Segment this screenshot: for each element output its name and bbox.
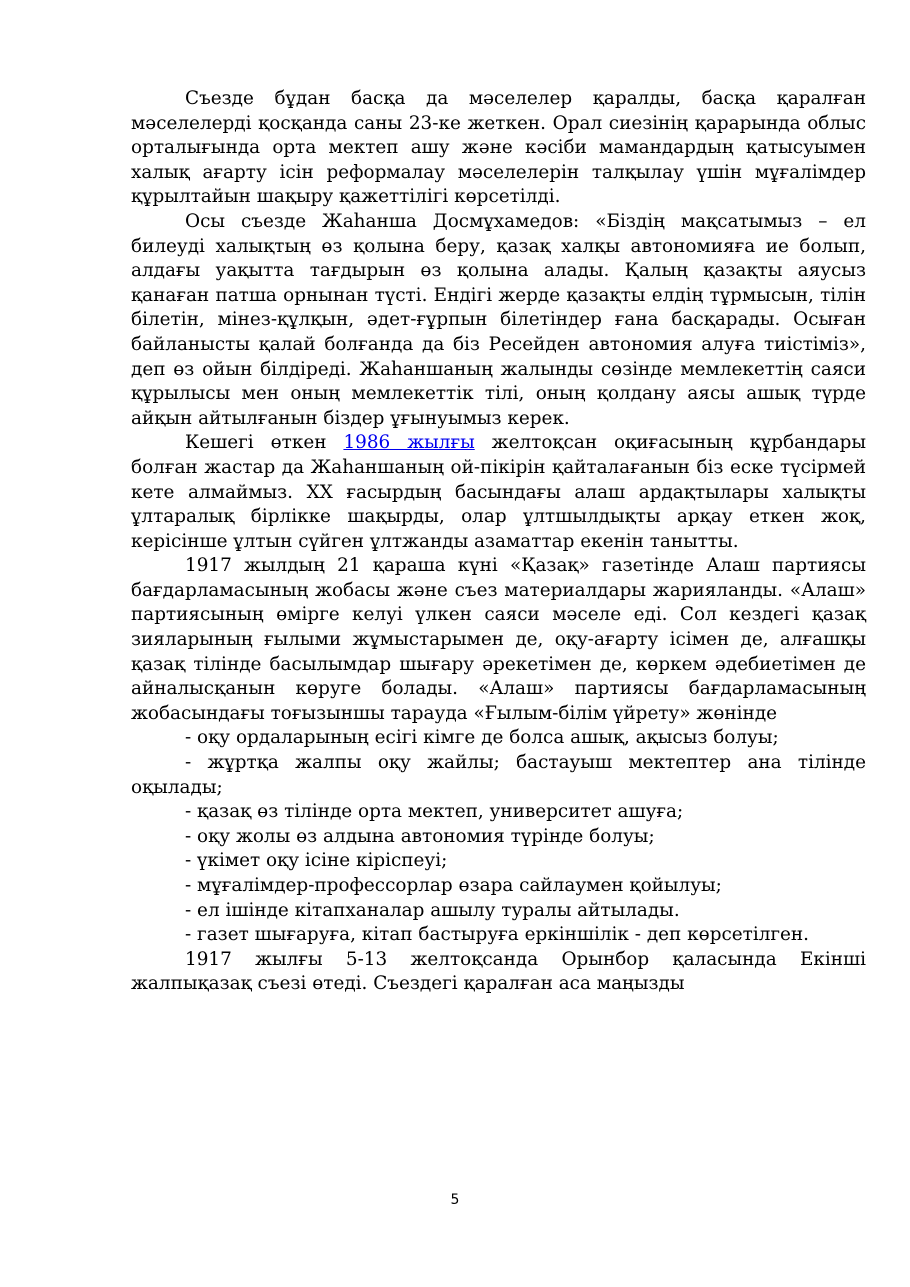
paragraph-3-rest: желтоқсан оқиғасының құрбандары болған жастар да Жаһаншаның ой-пікірін қайталағанын біз еске түсірмей кете алмаймыз. XX ғасырдың басындағы алаш ардақтылары халықты ұлтаралық бірлікке шақырды, олар ұлтшылдықты арқау еткен жоқ, керісінше ұлтын сүйген ұлтжанды азаматтар екенін танытты.	[131, 432, 866, 552]
list-item: - жұртқа жалпы оқу жайлы; бастауыш мектептер ана тілінде оқылады;	[131, 752, 866, 798]
list-item: - газет шығаруға, кітап бастыруға еркіншілік - деп көрсетілген.	[185, 924, 810, 946]
list-item: - ел ішінде кітапханалар ашылу туралы айтылады.	[185, 899, 680, 921]
paragraph-1: Съезде бұдан басқа да мәселелер қаралды, басқа қаралған мәселелерді қосқанда саны 23-ке жеткен. Орал сиезінің қарарында облыс орталығында орта мектеп ашу және кәсіби мамандардың қатысуымен халық ағарту ісін реформалау мәселелерін талқылау үшін мұғалімдер құрылтайын шақыру қажеттілігі көрсетілді.	[131, 88, 866, 208]
page-number: 5	[450, 1192, 460, 1208]
page-body	[131, 87, 866, 997]
list-item: - оқу ордаларының есігі кімге де болса ашық, ақысыз болуы;	[185, 727, 779, 749]
paragraph-3	[131, 431, 866, 554]
year-1986-link[interactable]: 1986 жылғы	[343, 432, 475, 454]
list-item: - үкімет оқу ісіне кіріспеуі;	[185, 850, 448, 872]
paragraph-last: 1917 жылғы 5-13 желтоқсанда Орынбор қаласында Екінші жалпықазақ съезі өтеді. Съездегі қаралған аса маңызды	[131, 948, 866, 995]
list-item: - мұғалімдер-профессорлар өзара сайлаумен қойылуы;	[185, 875, 722, 896]
paragraph-2: Осы съезде Жаһанша Досмұхамедов: «Біздің мақсатымыз – ел билеуді халықтың өз қолына беру, қазақ халқы автономияға ие болып, алдағы уақытта тағдырын өз қолына алады. Қалың қазақты аяусыз қанаған патша орнынан түсті. Ендігі жерде қазақты елдің тұрмысын, тілін білетін, мінез-құлқын, әдет-ғұрпын білетіндер ғана басқарады. Осыған байланысты қалай болғанда да біз Ресейден автономия алуға тиістіміз», деп өз ойын білдіреді. Жаһаншаның жалынды сөзінде мемлекеттің саяси құрылысы мен оның мемлекеттік тілі, оның қолдану аясы ашық түрде айқын айтылғанын біздер ұғынуымыз керек.	[131, 210, 866, 429]
list-item: - оқу жолы өз алдына автономия түрінде болуы;	[185, 825, 655, 847]
paragraph-3-lead: Кешегі өткен	[185, 432, 344, 454]
list-item: - қазақ өз тілінде орта мектеп, университет ашуға;	[185, 801, 684, 823]
paragraph-4: 1917 жылдың 21 қараша күні «Қазақ» газетінде Алаш партиясы бағдарламасының жобасы және съез материалдары жарияланды. «Алаш» партиясының өмірге келуі үлкен саяси мәселе еді. Сол кездегі қазақ зияларының ғылыми жұмыстарымен де, оқу-ағарту ісімен де, алғашқы қазақ тілінде басылымдар шығару әрекетімен де, көркем әдебиетімен де айналысқанын көруге болады. «Алаш» партиясы бағдарламасының жобасындағы тоғызыншы тарауда «Ғылым-білім үйрету» жөнінде	[131, 555, 866, 724]
